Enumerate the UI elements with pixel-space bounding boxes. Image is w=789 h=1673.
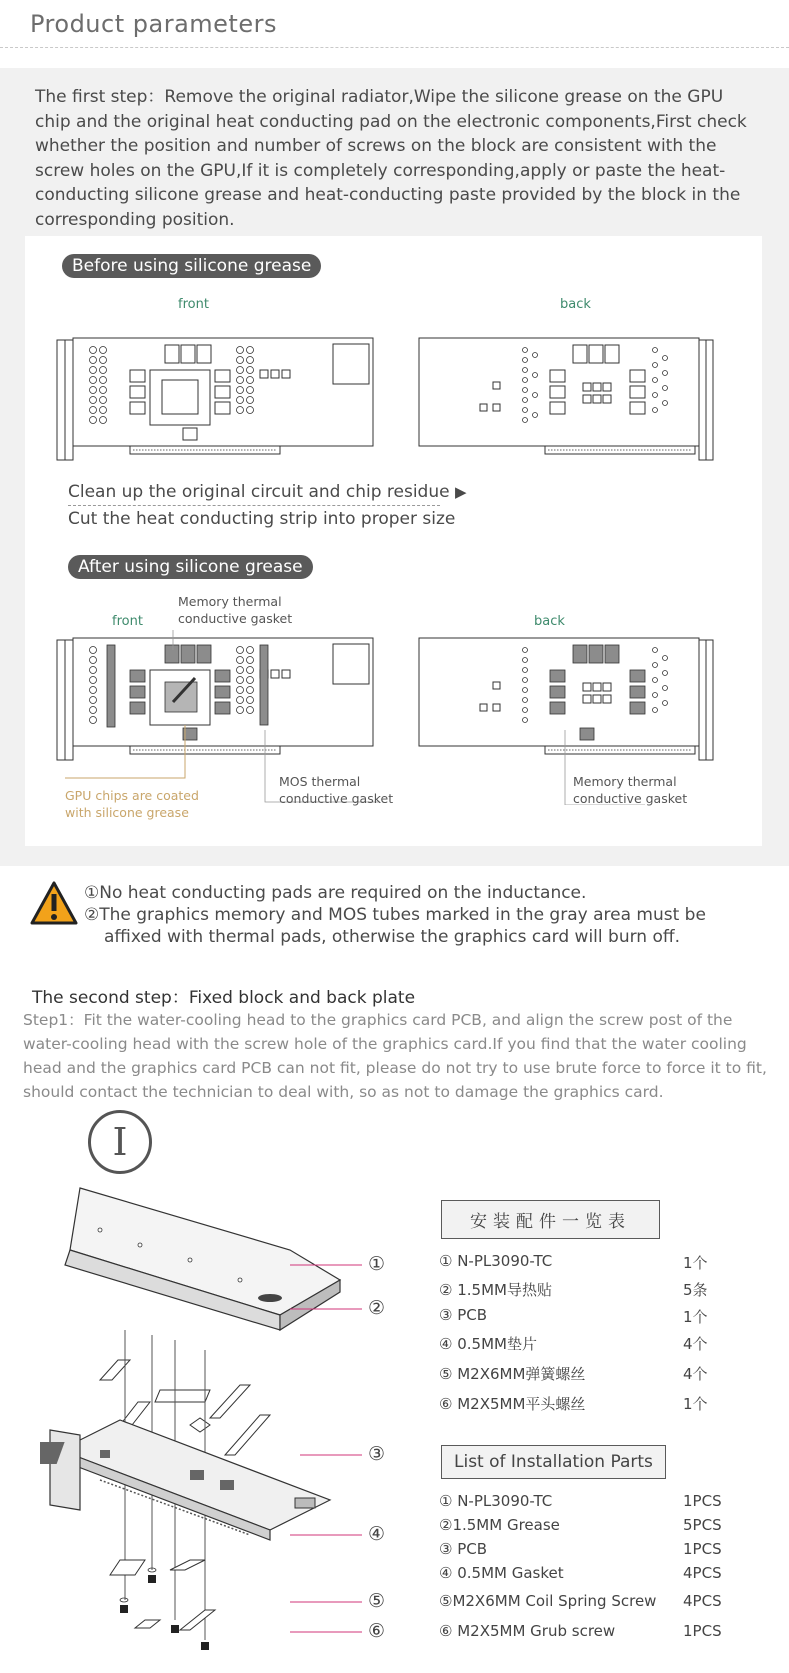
parts-cn-title: 安装配件一览表 bbox=[441, 1200, 660, 1239]
callout-2: ② bbox=[368, 1297, 386, 1319]
callout-6: ⑥ bbox=[368, 1620, 386, 1642]
parts-en-item-3: ③ PCB bbox=[439, 1540, 488, 1558]
header-divider bbox=[0, 47, 789, 48]
callout-1: ① bbox=[368, 1253, 386, 1275]
parts-cn-qty-5: 4个 bbox=[683, 1365, 708, 1383]
after-mem-front-label: Memory thermal conductive gasket bbox=[178, 594, 293, 626]
callout-4: ④ bbox=[368, 1523, 386, 1545]
parts-en-item-5: ⑤M2X6MM Coil Spring Screw bbox=[439, 1592, 657, 1610]
parts-en-qty-1: 1PCS bbox=[683, 1492, 722, 1510]
before-back-label: back bbox=[560, 297, 591, 312]
parts-en-qty-2: 5PCS bbox=[683, 1516, 722, 1534]
step2-body: Step1：Fit the water-cooling head to the graphics card PCB, and align the screw post of the water-cooling head with the screw hole of the graphics card.If you find that the water cooling head and the graphics card PCB can not fit, please do not try to use brute force to force it to fit, should contact the technician to deal with, so as not to damage the graphics card. bbox=[23, 1011, 767, 1101]
parts-cn-item-6: ⑥ M2X5MM平头螺丝 bbox=[439, 1395, 586, 1413]
before-note-cut: Cut the heat conducting strip into proper size bbox=[68, 509, 456, 529]
before-front-pcb-drawing bbox=[55, 330, 380, 465]
page-title: Product parameters bbox=[30, 10, 277, 38]
after-gpu-label: GPU chips are coated with silicone grease bbox=[65, 788, 199, 820]
parts-cn-qty-2: 5条 bbox=[683, 1281, 708, 1299]
warning-notes: ①No heat conducting pads are required on the inductance. ②The graphics memory and MOS tubes marked in the gray area must be affixed with thermal pads, otherwise the graphics card will burn off. bbox=[84, 883, 706, 947]
after-title: After using silicone grease bbox=[68, 555, 313, 579]
arrow-right-icon: ▶ bbox=[454, 483, 467, 501]
before-title: Before using silicone grease bbox=[62, 254, 321, 278]
before-note-clean: Clean up the original circuit and chip residue ▶ bbox=[68, 482, 467, 502]
parts-cn-item-2: ② 1.5MM导热贴 bbox=[439, 1281, 552, 1299]
step2-title: The second step：Fixed block and back plate bbox=[32, 988, 416, 1008]
parts-en-item-2: ②1.5MM Grease bbox=[439, 1516, 560, 1534]
callout-5: ⑤ bbox=[368, 1590, 386, 1612]
parts-en-qty-5: 4PCS bbox=[683, 1592, 722, 1610]
parts-en-item-4: ④ 0.5MM Gasket bbox=[439, 1564, 564, 1582]
parts-en-qty-3: 1PCS bbox=[683, 1540, 722, 1558]
after-front-label: front bbox=[112, 614, 143, 629]
step-number-badge: I bbox=[88, 1110, 152, 1174]
parts-cn-qty-1: 1个 bbox=[683, 1254, 708, 1272]
parts-cn-item-5: ⑤ M2X6MM弹簧螺丝 bbox=[439, 1365, 586, 1383]
parts-cn-qty-6: 1个 bbox=[683, 1395, 708, 1413]
parts-en-qty-4: 4PCS bbox=[683, 1564, 722, 1582]
parts-en-title: List of Installation Parts bbox=[441, 1445, 666, 1479]
step1-text: The first step：Remove the original radiator,Wipe the silicone grease on the GPU chip and the original heat conducting pad on the electronic components,First check whether the position and number of screws on the block are consistent with the screw holes on the GPU,If it is completely corresponding,apply or paste the heat-conducting silicone grease and heat-conducting paste provided by the block in the corresponding position. bbox=[35, 87, 747, 230]
after-mem-back-label: Memory thermal conductive gasket bbox=[573, 774, 688, 806]
after-mos-label: MOS thermal conductive gasket bbox=[279, 774, 394, 806]
warning-icon bbox=[30, 881, 78, 925]
before-back-pcb-drawing bbox=[415, 330, 735, 465]
parts-cn-item-4: ④ 0.5MM垫片 bbox=[439, 1335, 537, 1353]
callout-3: ③ bbox=[368, 1443, 386, 1465]
before-note-divider bbox=[68, 505, 440, 506]
parts-cn-qty-3: 1个 bbox=[683, 1308, 708, 1326]
after-back-label: back bbox=[534, 614, 565, 629]
parts-cn-item-3: ③ PCB bbox=[439, 1306, 488, 1324]
parts-en-item-1: ① N-PL3090-TC bbox=[439, 1492, 553, 1510]
parts-cn-qty-4: 4个 bbox=[683, 1335, 708, 1353]
parts-en-item-6: ⑥ M2X5MM Grub screw bbox=[439, 1622, 616, 1640]
before-front-label: front bbox=[178, 297, 209, 312]
parts-cn-item-1: ① N-PL3090-TC bbox=[439, 1252, 553, 1270]
parts-en-qty-6: 1PCS bbox=[683, 1622, 722, 1640]
